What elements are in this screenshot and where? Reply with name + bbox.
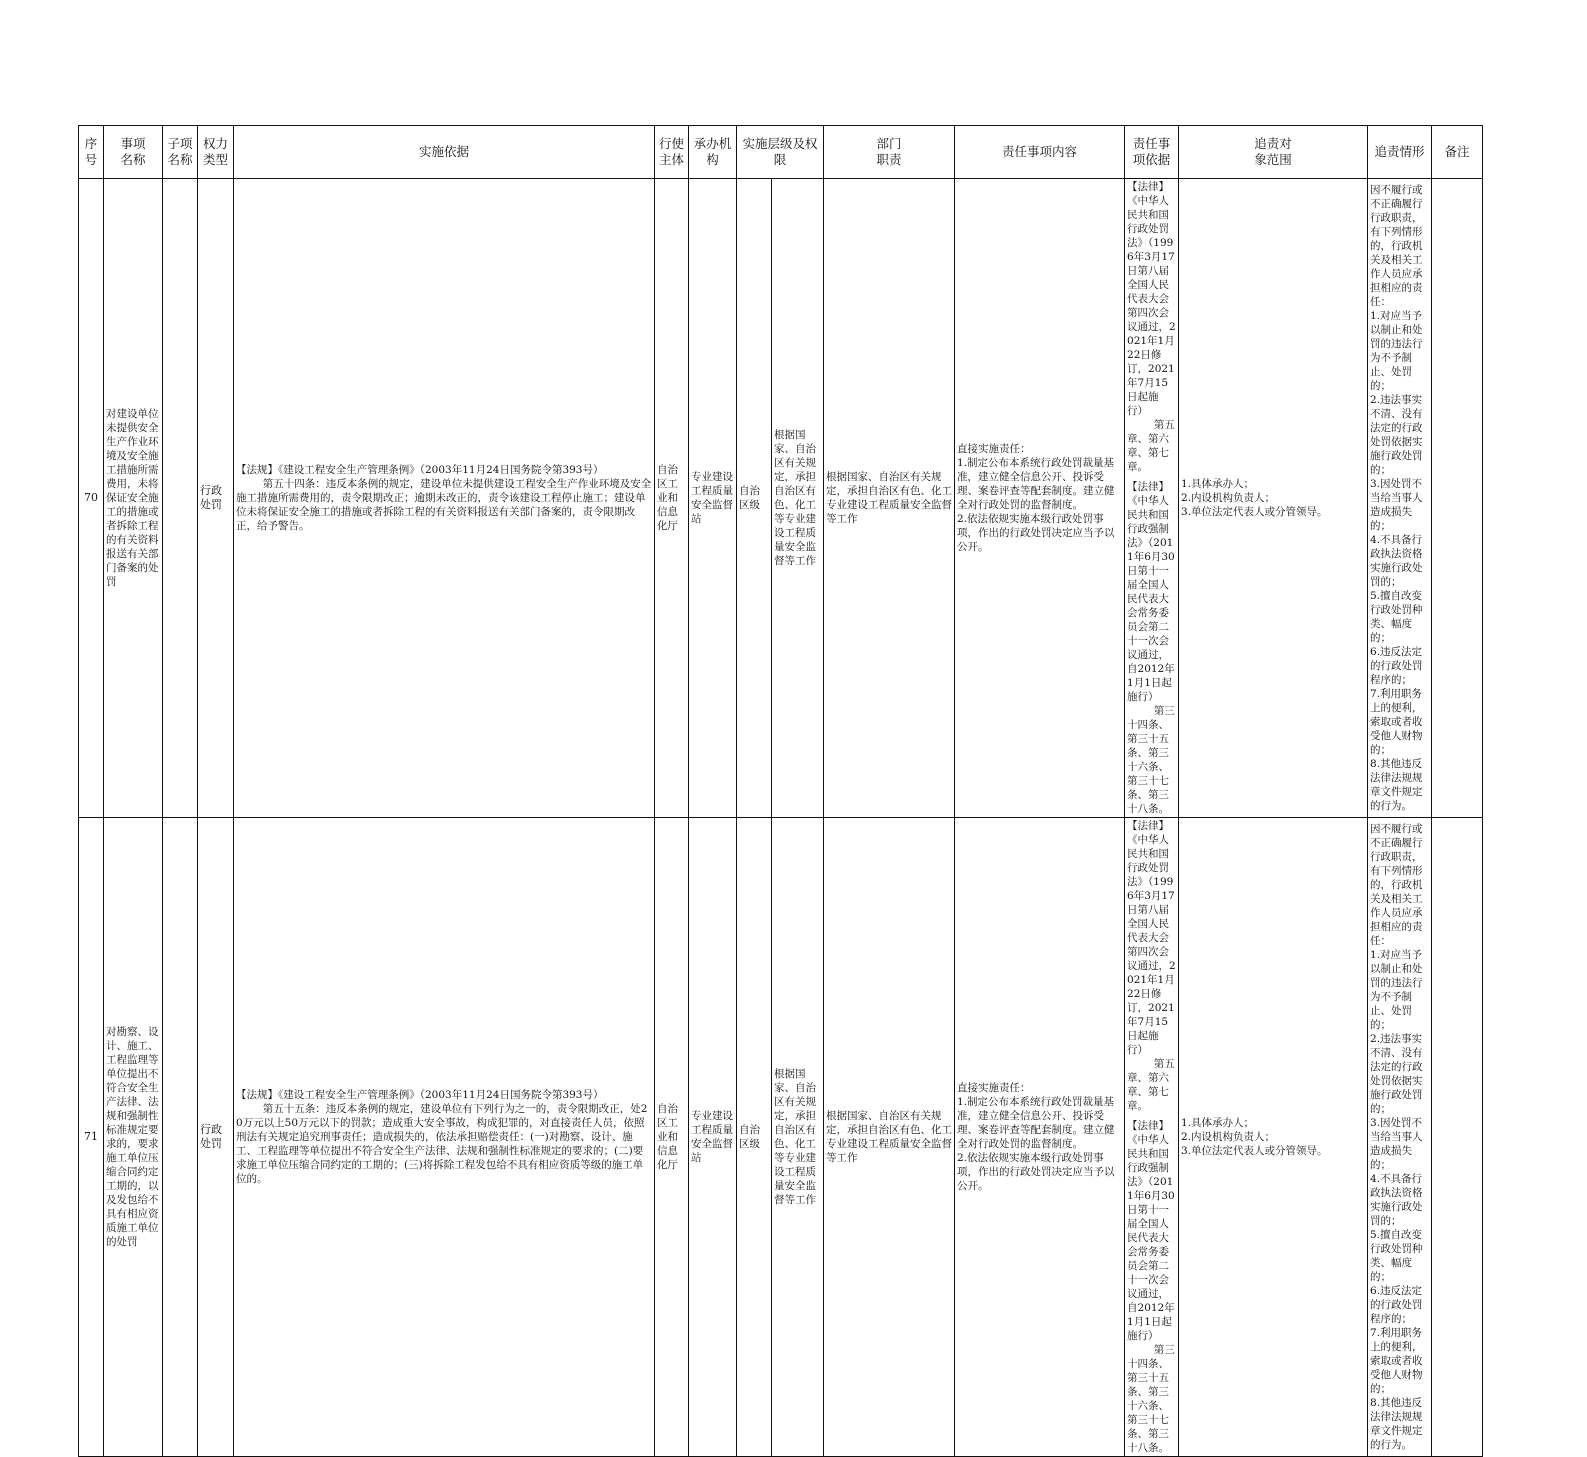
- row-sub: [163, 179, 198, 818]
- header-level: 实施层级及权 限: [737, 126, 824, 179]
- row-type: 行政 处罚: [198, 179, 234, 818]
- row-level-power: 根据国家、自治区有关规定，承担自治区有色、化工等专业建设工程质量安全监督等工作: [772, 818, 824, 1457]
- row-duty: 根据国家、自治区有关规定，承担自治区有色、化工专业建设工程质量安全监督等工作: [824, 179, 955, 818]
- row-level-power: 根据国家、自治区有关规定，承担自治区有色、化工等专业建设工程质量安全监督等工作: [772, 179, 824, 818]
- row-name: 对建设单位未提供安全生产作业环境及安全施工措施所需费用，未将保证安全施工的措施或者拆除工程的有关资料报送有关部门备案的处罚: [104, 179, 163, 818]
- header-situation: 追责情形: [1368, 126, 1432, 179]
- row-basis: [234, 818, 655, 1457]
- row-basis-body: 第五十五条：违反本条例的规定，建设单位有下列行为之一的，责令限期改正，处20万元以上50万元以下的罚款；造成重大安全事故，构成犯罪的，对直接责任人员，依照刑法有关规定追究刑事责任；造成损失的，依法承担赔偿责任：(一)对勘察、设计、施工、工程监理等单位提出不符合安全生产法律、法规和强制性标准规定的要求的；(二)要求施工单位压缩合同约定的工期的；(三)将拆除工程发包给不具有相应资质等级的施工单位的。: [236, 1103, 648, 1185]
- row-level: 自治区级: [737, 179, 772, 818]
- row-resp-basis-2: 【法律】《中华人民共和国行政强制法》（2011年6月30日第十一届全国人民代表大会常务委员会第二十一次会议通过，自2012年1月1日起施行） 第三十四条、第三十五条、第三十六条、第三十七条、第三十八条。: [1127, 481, 1175, 815]
- header-subject: 行使 主体: [655, 126, 689, 179]
- header-scope: 追责对 象范围: [1179, 126, 1368, 179]
- table-row: [79, 179, 1483, 818]
- row-basis: [234, 179, 655, 818]
- row-resp-basis-1: 【法律】《中华人民共和国行政处罚法》（1996年3月17日第八届全国人民代表大会第四次会议通过，2021年1月22日修订，2021年7月15日起施行） 第五章、第六章、第七章。: [1127, 181, 1176, 473]
- row-resp: 直接实施责任： 1.制定公布本系统行政处罚裁量基准，建立健全信息公开、投诉受理、案卷评查等配套制度。建立健全对行政处罚的监督制度。 2.依法依规实施本级行政处罚事项，作出的行政处罚决定应当予以公开。: [955, 818, 1125, 1457]
- header-duty: 部门 职责: [824, 126, 955, 179]
- row-seq: 71: [79, 818, 104, 1457]
- row-name: 对勘察、设计、施工、工程监理等单位提出不符合安全生产法律、法规和强制性标准规定要求的，要求施工单位压缩合同约定工期的，以及发包给不具有相应资质施工单位的处罚: [104, 818, 163, 1457]
- power-list-table: [78, 125, 1483, 1457]
- row-org: 专业建设工程质量安全监督站: [689, 179, 737, 818]
- row-sub: [163, 818, 198, 1457]
- header-name: 事项 名称: [104, 126, 163, 179]
- row-subject: 自治区工业和信息化厅: [655, 818, 689, 1457]
- header-resp-basis: 责任事项依据: [1125, 126, 1179, 179]
- row-resp-basis: [1125, 818, 1179, 1457]
- row-remark: [1432, 818, 1483, 1457]
- power-list-page: [78, 125, 1483, 1457]
- row-resp-basis-2: 【法律】《中华人民共和国行政强制法》（2011年6月30日第十一届全国人民代表大会常务委员会第二十一次会议通过，自2012年1月1日起施行） 第三十四条、第三十五条、第三十六条、第三十七条、第三十八条。: [1127, 1120, 1175, 1454]
- table-row: [79, 818, 1483, 1457]
- row-situation: 因不履行或不正确履行行政职责，有下列情形的，行政机关及相关工作人员应承担相应的责任： 1.对应当予以制止和处罚的违法行为不予制止、处罚的； 2.违法事实不清、没有法定的行政处罚依据实施行政处罚的； 3.因处罚不当给当事人造成损失的； 4.不具备行政执法资格实施行政处罚的； 5.擅自改变行政处罚种类、幅度的； 6.违反法定的行政处罚程序的； 7.利用职务上的便利，索取或者收受他人财物的； 8.其他违反法律法规规章文件规定的行为。: [1368, 818, 1432, 1457]
- header-resp: 责任事项内容: [955, 126, 1125, 179]
- row-resp-basis-1: 【法律】《中华人民共和国行政处罚法》（1996年3月17日第八届全国人民代表大会第四次会议通过，2021年1月22日修订，2021年7月15日起施行） 第五章、第六章、第七章。: [1127, 820, 1176, 1112]
- row-subject: 自治区工业和信息化厅: [655, 179, 689, 818]
- row-seq: 70: [79, 179, 104, 818]
- row-scope: 1.具体承办人； 2.内设机构负责人； 3.单位法定代表人或分管领导。: [1179, 818, 1368, 1457]
- header-sub: 子项 名称: [163, 126, 198, 179]
- row-basis-body: 第五十四条：违反本条例的规定，建设单位未提供建设工程安全生产作业环境及安全施工措施所需费用的，责令限期改正；逾期未改正的，责令该建设工程停止施工；建设单位未将保证安全施工的措施或者拆除工程的有关资料报送有关部门备案的，责令限期改正，给予警告。: [236, 478, 652, 532]
- row-resp-basis: [1125, 179, 1179, 818]
- table-header-row: [79, 126, 1483, 179]
- row-basis-title: 【法规】《建设工程安全生产管理条例》（2003年11月24日国务院令第393号）: [236, 1089, 604, 1101]
- row-scope: 1.具体承办人； 2.内设机构负责人； 3.单位法定代表人或分管领导。: [1179, 179, 1368, 818]
- row-remark: [1432, 179, 1483, 818]
- row-duty: 根据国家、自治区有关规定，承担自治区有色、化工专业建设工程质量安全监督等工作: [824, 818, 955, 1457]
- row-org: 专业建设工程质量安全监督站: [689, 818, 737, 1457]
- row-situation: 因不履行或不正确履行行政职责，有下列情形的，行政机关及相关工作人员应承担相应的责任： 1.对应当予以制止和处罚的违法行为不予制止、处罚的； 2.违法事实不清、没有法定的行政处罚依据实施行政处罚的； 3.因处罚不当给当事人造成损失的； 4.不具备行政执法资格实施行政处罚的； 5.擅自改变行政处罚种类、幅度的； 6.违反法定的行政处罚程序的； 7.利用职务上的便利，索取或者收受他人财物的； 8.其他违反法律法规规章文件规定的行为。: [1368, 179, 1432, 818]
- header-remark: 备注: [1432, 126, 1483, 179]
- header-seq: 序 号: [79, 126, 104, 179]
- row-basis-title: 【法规】《建设工程安全生产管理条例》（2003年11月24日国务院令第393号）: [236, 464, 604, 476]
- row-type: 行政 处罚: [198, 818, 234, 1457]
- row-resp: 直接实施责任： 1.制定公布本系统行政处罚裁量基准，建立健全信息公开、投诉受理、案卷评查等配套制度。建立健全对行政处罚的监督制度。 2.依法依规实施本级行政处罚事项，作出的行政处罚决定应当予以公开。: [955, 179, 1125, 818]
- header-type: 权力 类型: [198, 126, 234, 179]
- header-basis: 实施依据: [234, 126, 655, 179]
- row-level: 自治区级: [737, 818, 772, 1457]
- header-org: 承办机 构: [689, 126, 737, 179]
